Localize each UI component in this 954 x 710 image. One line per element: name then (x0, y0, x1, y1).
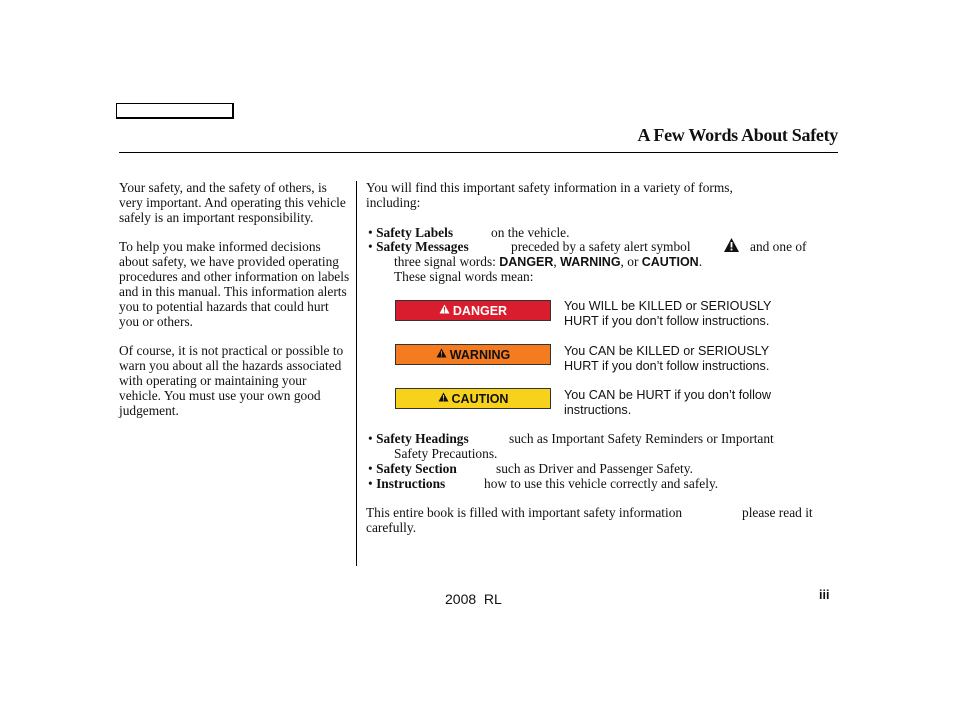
closing-text-2: carefully. (366, 520, 417, 535)
warning-triangle-icon (439, 304, 450, 317)
bullet: • (368, 461, 373, 476)
item-text: how to use this vehicle correctly and safely. (484, 476, 719, 491)
item-text: and one of (750, 239, 807, 254)
warning-label (395, 344, 551, 365)
danger-desc-line-1: You WILL be KILLED or SERIOUSLY (564, 299, 772, 313)
left-paragraph-3: Of course, it is not practical or possible to warn you about all the hazards associated with operating or maintaining your vehicle. You must use your own good judgement. (119, 343, 344, 418)
caution-label-text: CAUTION (451, 391, 509, 406)
signal-words-prefix: three signal words: (394, 254, 500, 269)
signal-words-line (394, 254, 702, 270)
list-item-safety-section (368, 461, 457, 476)
list-item-safety-messages (368, 239, 469, 254)
danger-desc-line-2: HURT if you don’t follow instructions. (564, 314, 770, 328)
warning-triangle-icon (723, 237, 740, 256)
page-number: iii (819, 588, 830, 602)
item-heading: Safety Section (376, 461, 457, 476)
item-text: such as Driver and Passenger Safety. (496, 461, 693, 476)
signal-words-mean: These signal words mean: (394, 269, 534, 284)
warning-desc-line-1: You CAN be KILLED or SERIOUSLY (564, 344, 770, 358)
footer-model: 2008 RL (445, 591, 502, 607)
item-heading: Safety Labels (376, 225, 454, 240)
danger-label (395, 300, 551, 321)
signal-word-danger: DANGER (499, 255, 554, 269)
warning-label-text: WARNING (449, 347, 511, 362)
warning-triangle-icon (436, 348, 447, 361)
caution-desc-line-2: instructions. (564, 403, 632, 417)
left-paragraph-2: To help you make informed decisions about safety, we have provided operating procedures and other information on labels and in this manual. This information alerts you to potential hazards that could hurt you or others. (119, 239, 350, 329)
signal-word-warning: WARNING (560, 255, 621, 269)
title-rule (119, 152, 838, 153)
intro-line-1: You will find this important safety information in a variety of forms, (366, 180, 733, 195)
item-text: preceded by a safety alert symbol (511, 239, 691, 254)
danger-label-text: DANGER (452, 303, 508, 318)
closing-text-1b: please read it (742, 505, 813, 520)
bullet: • (368, 431, 373, 446)
list-item-safety-labels (368, 225, 453, 240)
list-item-safety-headings (368, 431, 469, 446)
left-column (119, 180, 351, 432)
item-heading: Instructions (376, 476, 446, 491)
bullet: • (368, 225, 373, 240)
left-paragraph-1: Your safety, and the safety of others, is very important. And operating this vehicle safely is an important responsibility. (119, 180, 346, 225)
item-heading: Safety Messages (376, 239, 469, 254)
item-text: such as Important Safety Reminders or Important (509, 431, 774, 446)
warning-triangle-icon (438, 392, 449, 405)
danger-description (564, 299, 814, 329)
section-tab-box (116, 103, 234, 119)
closing-text-1a: This entire book is filled with important safety information (366, 505, 683, 520)
item-text-continued: Safety Precautions. (394, 446, 498, 461)
item-heading: Safety Headings (376, 431, 469, 446)
bullet: • (368, 239, 373, 254)
signal-word-caution: CAUTION (641, 255, 699, 269)
warning-description (564, 344, 814, 374)
item-text: on the vehicle. (491, 225, 570, 240)
separator: , (553, 254, 561, 269)
intro-line-2: including: (366, 195, 421, 210)
bullet: • (368, 476, 373, 491)
caution-label (395, 388, 551, 409)
column-divider (356, 181, 357, 566)
period: . (698, 254, 703, 269)
separator: , or (620, 254, 642, 269)
warning-desc-line-2: HURT if you don’t follow instructions. (564, 359, 770, 373)
caution-description (564, 388, 814, 418)
list-item-instructions (368, 476, 445, 491)
caution-desc-line-1: You CAN be HURT if you don’t follow (564, 388, 771, 402)
page-title: A Few Words About Safety (637, 125, 838, 145)
